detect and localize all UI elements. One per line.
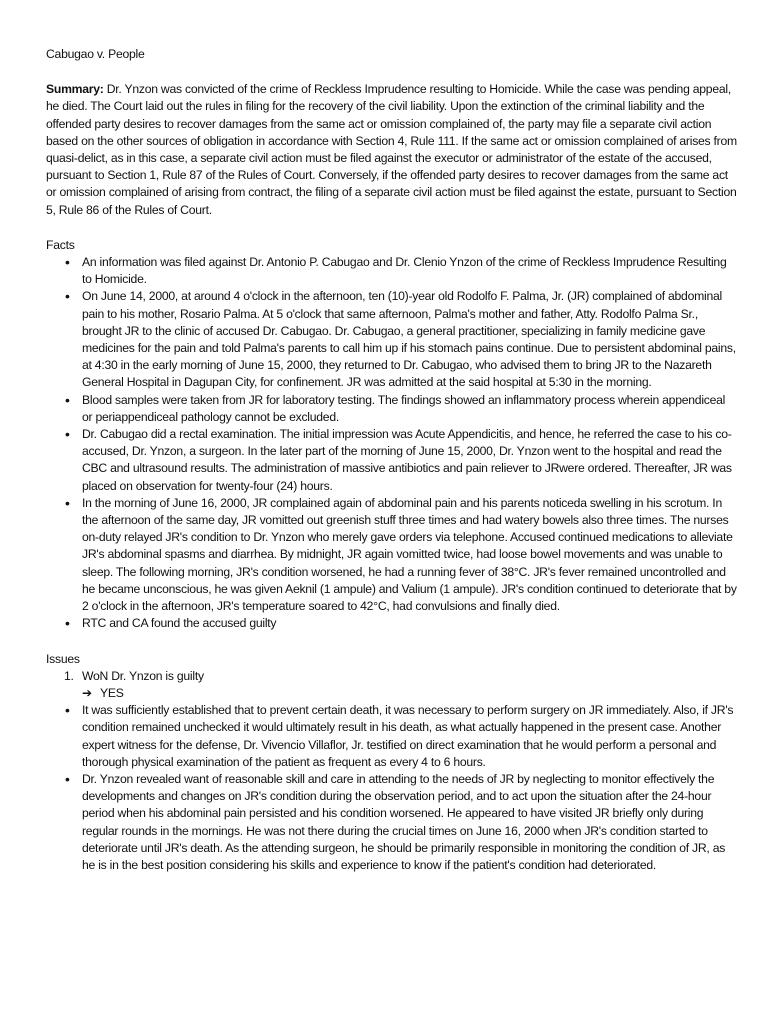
list-item: • In the morning of June 16, 2000, JR complained again of abdominal pain and his parents noticeda swelling in his scrotum. In the afternoon of the same day, JR vomitted out greenish stuff three times and had watery bowels also three times. The nurses on-duty relayed JR's condition to Dr. Ynzon who merely gave orders via telephone. Accused continued medications to alleviate JR's abdominal spasms and diarrhea. By midnight, JR again vomitted twice, had loose bowel movements and was unable to sleep. The following morning, JR's condition worsened, he had a running fever of 38°C. JR's fever remained uncontrolled and he became unconscious, he was given Aeknil (1 ampule) and Valium (1 ampule). JR's condition continued to deteriorate that by 2 o'clock in the afternoon, JR's temperature soared to 42°C, had convulsions and finally died. [46, 495, 738, 615]
list-item: • Dr. Ynzon revealed want of reasonable skill and care in attending to the needs of JR by neglecting to monitor effectively the developments and changes on JR's condition during the observation period, and to act upon the situation after the 24-hour period when his abdominal pain persisted and his condition worsened. He appeared to have visited JR briefly only during regular rounds in the mornings. He was not there during the crucial times on June 16, 2000 when JR's condition started to deteriorate until JR's death. As the attending surgeon, he should be primarily responsible in monitoring the condition of JR, as he is in the best position considering his skills and experience to know if the patient's condition had deteriorated. [46, 771, 738, 874]
issues-heading: Issues [46, 651, 80, 666]
summary-paragraph [46, 81, 738, 219]
answer-text: YES [100, 685, 124, 700]
summary-label: Summary: [46, 82, 104, 97]
issue-question: WoN Dr. Ynzon is guilty [82, 668, 204, 683]
issues-numbered-list [46, 668, 738, 685]
list-item: • An information was filed against Dr. Antonio P. Cabugao and Dr. Clenio Ynzon of the crime of Reckless Imprudence Resulting to Homicide. [46, 254, 738, 288]
facts-list [46, 254, 738, 632]
item-number: 1. [64, 668, 74, 683]
list-item: • Blood samples were taken from JR for laboratory testing. The findings showed an inflammatory process wherein appendiceal or periappendiceal pathology cannot be excluded. [46, 392, 738, 426]
list-item: • Dr. Cabugao did a rectal examination. The initial impression was Acute Appendicitis, and hence, he referred the case to his co-accused, Dr. Ynzon, a surgeon. In the later part of the morning of June 15, 2000, Dr. Ynzon went to the hospital and read the CBC and ultrasound results. The administration of massive antibiotics and pain reliever to JRwere ordered. Thereafter, JR was placed on observation for twenty-four (24) hours. [46, 426, 738, 495]
numbered-item [46, 668, 738, 685]
list-item: • RTC and CA found the accused guilty [46, 615, 738, 632]
list-item: • It was sufficiently established that to prevent certain death, it was necessary to perform surgery on JR immediately. Also, if JR's condition remained unchecked it would ultimately result in his death, as what actually happened in the present case. Another expert witness for the defense, Dr. Vivencio Villaflor, Jr. testified on direct examination that he would perform a personal and thorough physical examination of the patient as frequent as every 4 to 6 hours. [46, 702, 738, 771]
issues-list [46, 702, 738, 874]
list-item: • On June 14, 2000, at around 4 o'clock in the afternoon, ten (10)-year old Rodolfo F. Palma, Jr. (JR) complained of abdominal pain to his mother, Rosario Palma. At 5 o'clock that same afternoon, Palma's mother and father, Atty. Rodolfo Palma Sr., brought JR to the clinic of accused Dr. Cabugao. Dr. Cabugao, a general practitioner, specializing in family medicine gave medicines for the pain and told Palma's parents to call him up if his stomach pains continue. Due to persistent abdominal pains, at 4:30 in the early morning of June 15, 2000, they returned to Dr. Cabugao, who advised them to bring JR to the Nazareth General Hospital in Dagupan City, for confinement. JR was admitted at the said hospital at 5:30 in the morning. [46, 288, 738, 391]
facts-heading: Facts [46, 237, 75, 252]
summary-text: Dr. Ynzon was convicted of the crime of Reckless Imprudence resulting to Homicide. While the case was pending appeal, he died. The Court laid out the rules in filing for the recovery of the civil liability. Upon the extinction of the criminal liability and the offended party desires to recover damages from the same act or omission complained of, the party may file a separate civil action based on the other sources of obligation in accordance with Section 4, Rule 111. If the same act or omission complained of arises from quasi-delict, as in this case, a separate civil action must be filed against the executor or administrator of the estate of the accused, pursuant to Section 1, Rule 87 of the Rules of Court. Conversely, if the offended party desires to recover damages from the same act or omission complained of arising from contract, the filing of a separate civil action must be filed against the estate, pursuant to Section 5, Rule 86 of the Rules of Court. [46, 82, 737, 217]
issue-answer [46, 685, 738, 702]
arrow-right-icon: ➔ [82, 685, 92, 700]
document-title: Cabugao v. People [46, 47, 145, 61]
